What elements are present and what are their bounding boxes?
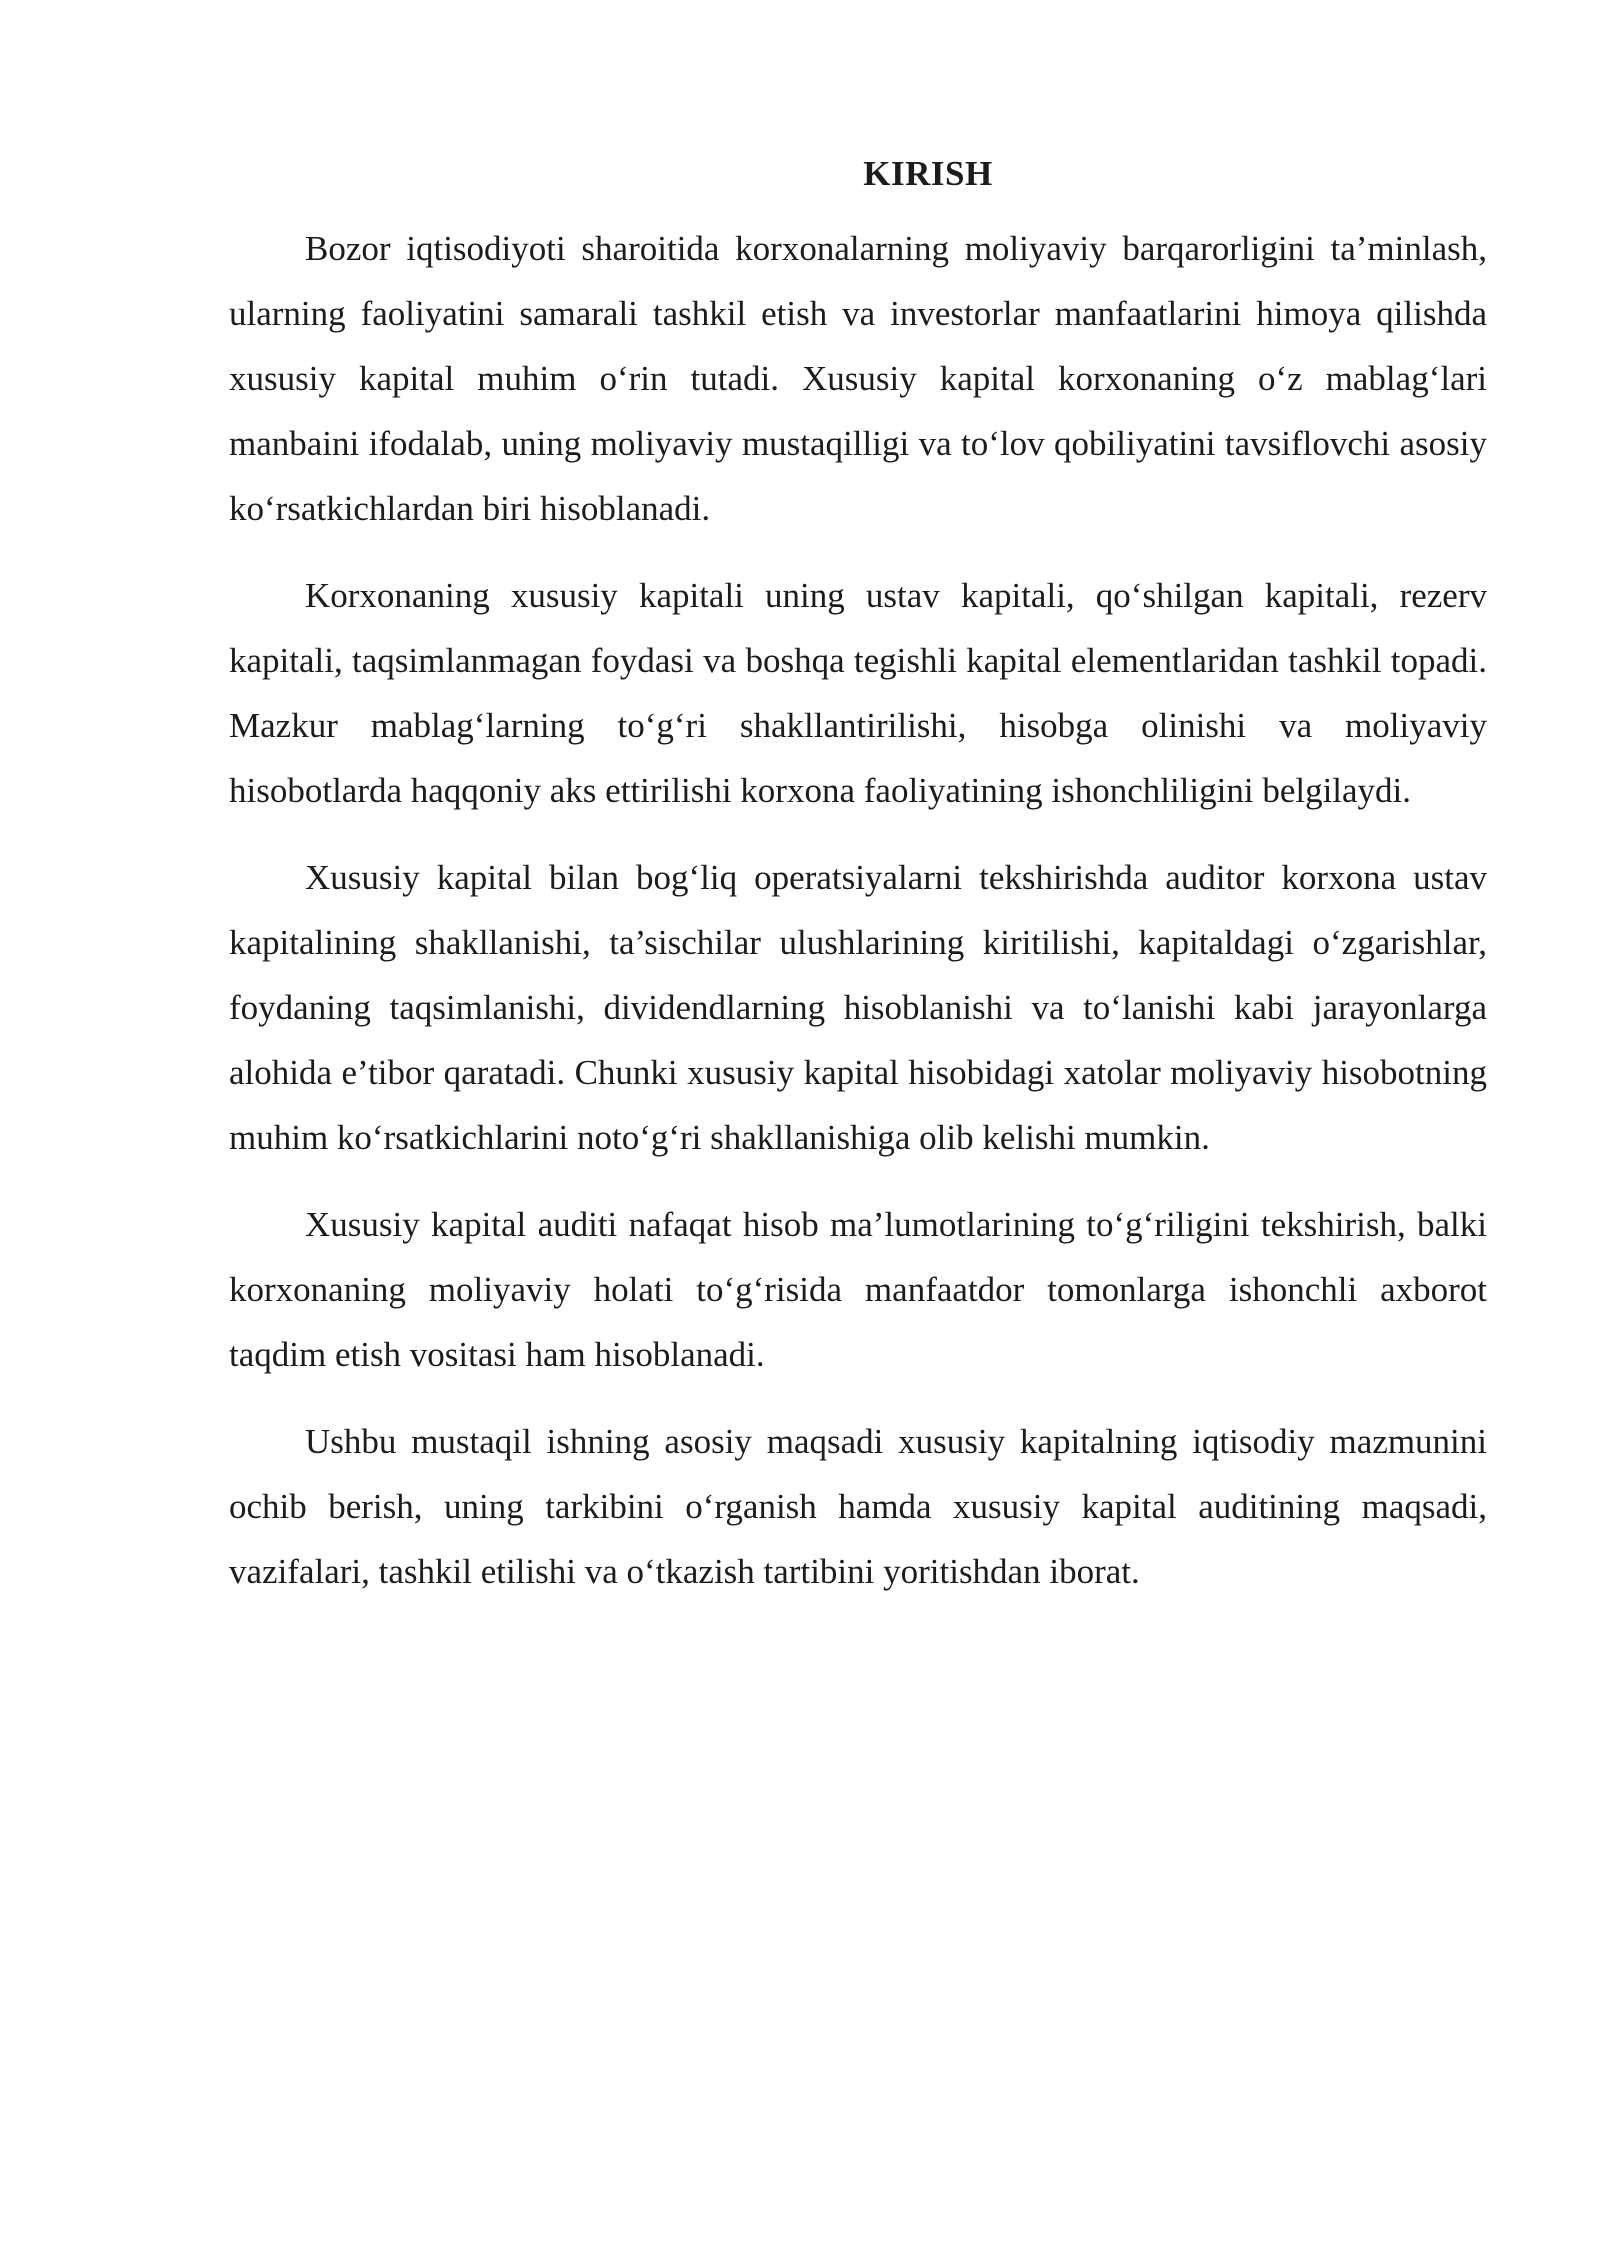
paragraph-5: Ushbu mustaqil ishning asosiy maqsadi xususiy kapitalning iqtisodiy mazmunini ochib berish, uning tarkibini o‘rganish hamda xususiy kapital auditining maqsadi, vazifalari, tashkil etilishi va o‘tkazish tartibini yoritishdan iborat. bbox=[229, 1422, 1487, 1591]
paragraph-1: Bozor iqtisodiyoti sharoitida korxonalarning moliyaviy barqarorligini ta’minlash, ularning faoliyatini samarali tashkil etish va investorlar manfaatlarini himoya qilishda xususiy kapital muhim o‘rin tutadi. Xususiy kapital korxonaning o‘z mablag‘lari manbaini ifodalab, uning moliyaviy mustaqilligi va to‘lov qobiliyatini tavsiflovchi asosiy ko‘rsatkichlardan biri hisoblanadi. bbox=[229, 229, 1487, 528]
paragraph-2: Korxonaning xususiy kapitali uning ustav kapitali, qo‘shilgan kapitali, rezerv kapitali, taqsimlanmagan foydasi va boshqa tegishli kapital elementlaridan tashkil topadi. Mazkur mablag‘larning to‘g‘ri shakllantirilishi, hisobga olinishi va moliyaviy hisobotlarda haqqoniy aks ettirilishi korxona faoliyatining ishonchliligini belgilaydi. bbox=[229, 576, 1487, 810]
paragraph-4: Xususiy kapital auditi nafaqat hisob ma’lumotlarining to‘g‘riligini tekshirish, balki korxonaning moliyaviy holati to‘g‘risida manfaatdor tomonlarga ishonchli axborot taqdim etish vositasi ham hisoblanadi. bbox=[229, 1205, 1487, 1374]
document-body bbox=[229, 146, 1487, 1626]
paragraph-3: Xususiy kapital bilan bog‘liq operatsiyalarni tekshirishda auditor korxona ustav kapitalining shakllanishi, ta’sischilar ulushlarining kiritilishi, kapitaldagi o‘zgarishlar, foydaning taqsimlanishi, dividendlarning hisoblanishi va to‘lanishi kabi jarayonlarga alohida e’tibor qaratadi. Chunki xususiy kapital hisobidagi xatolar moliyaviy hisobotning muhim ko‘rsatkichlarini noto‘g‘ri shakllanishiga olib kelishi mumkin. bbox=[229, 858, 1487, 1157]
section-title: KIRISH bbox=[863, 154, 993, 193]
